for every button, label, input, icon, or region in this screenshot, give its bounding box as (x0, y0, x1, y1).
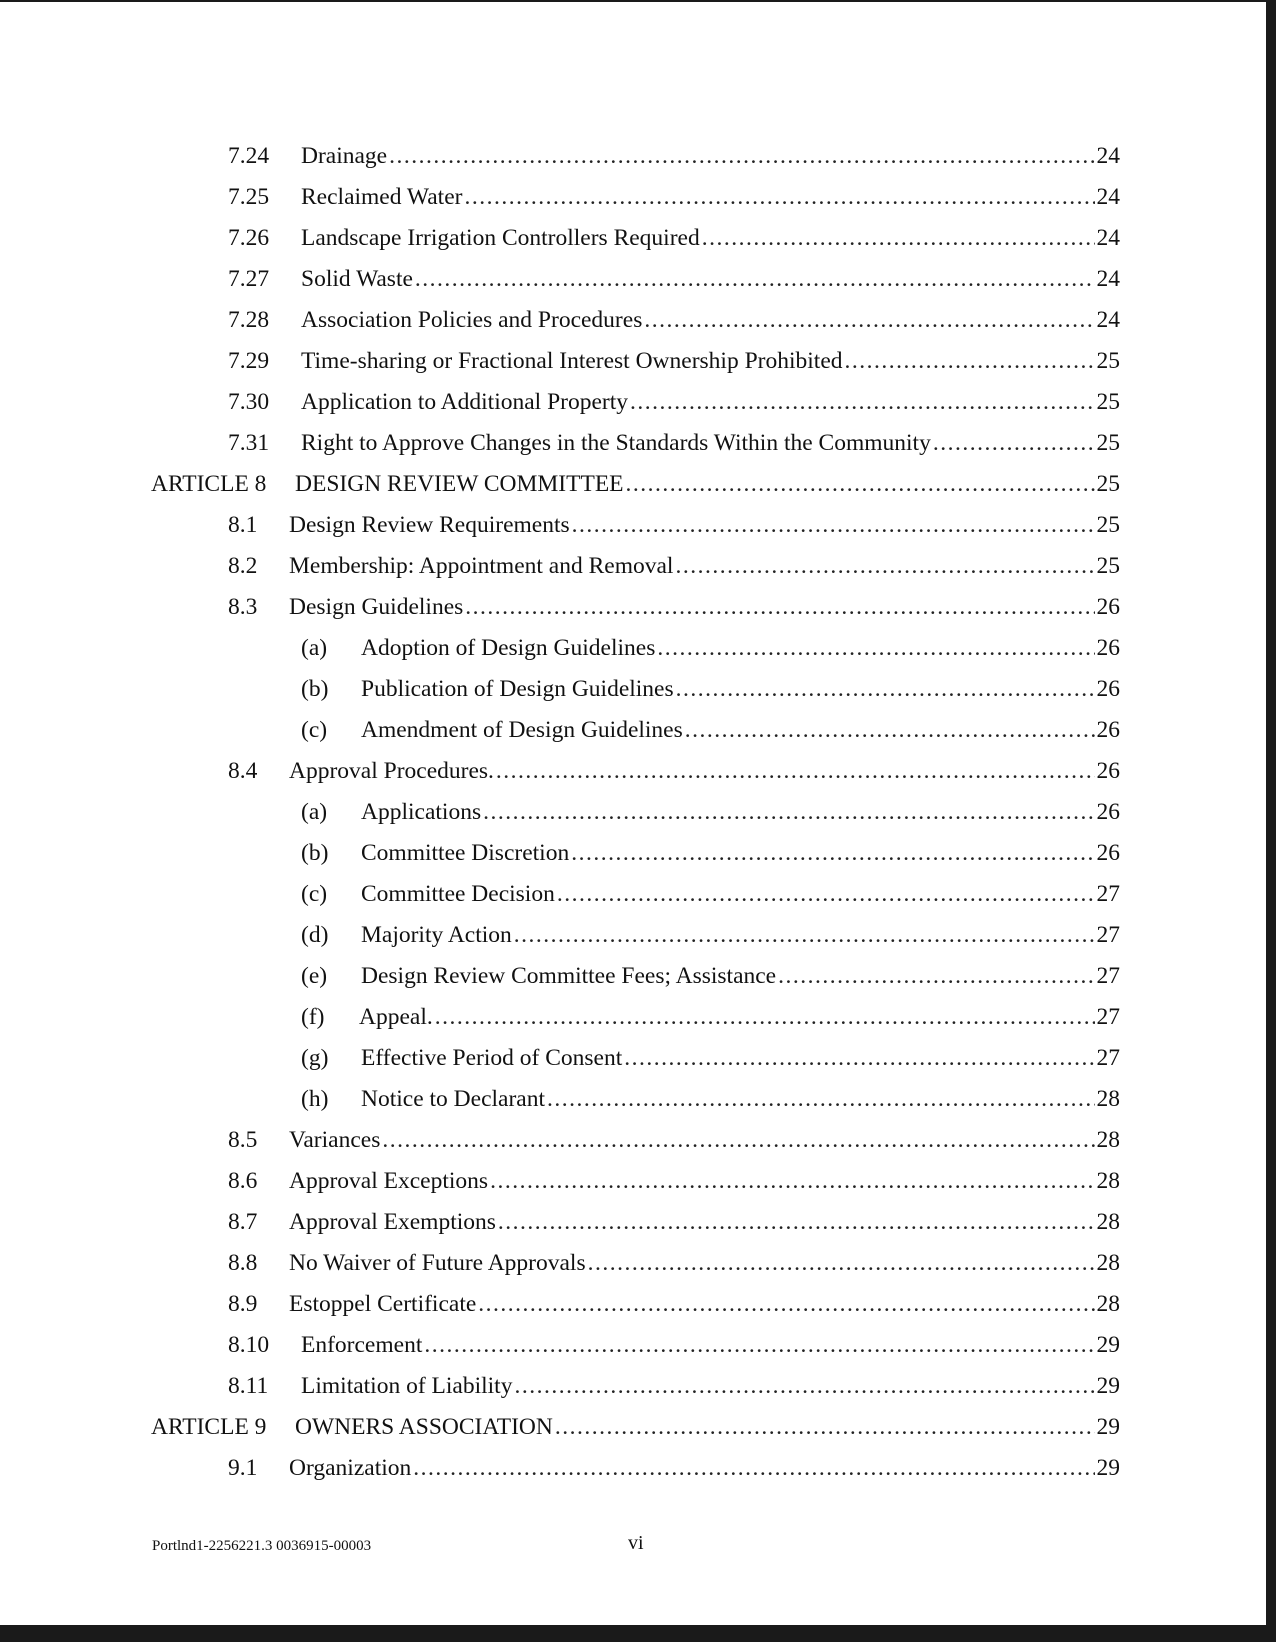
dot-leader (657, 628, 1094, 669)
toc-entry-title: Adoption of Design Guidelines (361, 635, 656, 661)
dot-leader (483, 792, 1094, 833)
dot-leader (644, 300, 1094, 341)
toc-entry-page: 27 (1096, 881, 1120, 907)
dot-leader (572, 505, 1095, 546)
dot-leader (514, 1366, 1094, 1407)
toc-entry-page: 28 (1096, 1291, 1120, 1317)
toc-entry-title: Limitation of Liability (301, 1373, 513, 1399)
toc-entry-title: Appeal. (359, 1004, 433, 1030)
toc-entry (0, 628, 1266, 669)
toc-entry-body (289, 1448, 1120, 1489)
toc-entry-title: Time-sharing or Fractional Interest Ownership Prohibited (301, 348, 843, 374)
toc-entry-page: 25 (1096, 348, 1120, 374)
toc-entry (0, 1038, 1266, 1079)
toc-entry-number: (a) (301, 799, 328, 825)
toc-entry-body (361, 1038, 1120, 1079)
toc-entry-number: (b) (301, 676, 329, 702)
toc-entry-page: 24 (1096, 266, 1120, 292)
toc-entry-number: (c) (301, 717, 328, 743)
toc-entry-body (301, 1325, 1120, 1366)
toc-entry (0, 1079, 1266, 1120)
toc-entry-title: Association Policies and Procedures (301, 307, 643, 333)
dot-leader (464, 177, 1094, 218)
footer-document-id: Portlnd1-2256221.3 0036915-00003 (152, 1538, 372, 1554)
dot-leader (624, 1038, 1094, 1079)
toc-entry-page: 26 (1096, 594, 1120, 620)
toc-entry-page: 26 (1096, 758, 1120, 784)
toc-entry (0, 382, 1266, 423)
dot-leader (382, 1120, 1094, 1161)
toc-entry-number: 9.1 (228, 1455, 258, 1481)
toc-entry-body (289, 1202, 1120, 1243)
toc-entry-title: Organization (289, 1455, 412, 1481)
dot-leader (630, 382, 1094, 423)
toc-entry-title: Majority Action (361, 922, 512, 948)
toc-entry-page: 26 (1096, 840, 1120, 866)
toc-entry-page: 28 (1096, 1127, 1120, 1153)
toc-entry (0, 1284, 1266, 1325)
toc-entry-page: 26 (1096, 717, 1120, 743)
toc-entry-page: 28 (1096, 1209, 1120, 1235)
toc-entry-number: 8.10 (228, 1332, 270, 1358)
toc-entry-page: 25 (1096, 471, 1120, 497)
toc-entry (0, 259, 1266, 300)
toc-entry (0, 1407, 1266, 1448)
toc-entry-number: 8.3 (228, 594, 258, 620)
toc-entry-number: 8.6 (228, 1168, 258, 1194)
toc-entry-title: Effective Period of Consent (361, 1045, 623, 1071)
toc-entry-number: 8.5 (228, 1127, 258, 1153)
dot-leader (555, 1407, 1095, 1448)
toc-entry (0, 915, 1266, 956)
dot-leader (424, 1325, 1094, 1366)
toc-entry-number: 8.2 (228, 553, 258, 579)
toc-entry-title: Publication of Design Guidelines (361, 676, 674, 702)
toc-entry-page: 28 (1096, 1086, 1120, 1112)
toc-entry (0, 505, 1266, 546)
toc-entry-number: 7.28 (228, 307, 270, 333)
toc-entry-body (361, 792, 1120, 833)
scan-edge-bottom (0, 1625, 1276, 1642)
toc-entry-body (295, 464, 1120, 505)
toc-entry (0, 423, 1266, 464)
toc-entry-number: (h) (301, 1086, 329, 1112)
toc-entry (0, 1243, 1266, 1284)
toc-entry-page: 26 (1096, 635, 1120, 661)
toc-entry-page: 28 (1096, 1250, 1120, 1276)
toc-entry-title: Approval Procedures. (289, 758, 494, 784)
toc-entry (0, 956, 1266, 997)
toc-entry-page: 29 (1096, 1455, 1120, 1481)
dot-leader (933, 423, 1095, 464)
dot-leader (702, 218, 1095, 259)
toc-entry-body (301, 341, 1120, 382)
toc-entry-body (289, 587, 1120, 628)
toc-entry-title: Applications (361, 799, 482, 825)
toc-entry-page: 25 (1096, 430, 1120, 456)
toc-entry-page: 27 (1096, 922, 1120, 948)
dot-leader (465, 587, 1094, 628)
toc-entry-body (361, 628, 1120, 669)
toc-entry-body (289, 1161, 1120, 1202)
toc-entry (0, 464, 1266, 505)
toc-entry-title: Amendment of Design Guidelines (361, 717, 683, 743)
dot-leader (557, 874, 1095, 915)
toc-entry-body (361, 833, 1120, 874)
table-of-contents (0, 136, 1266, 1489)
toc-entry-title: Reclaimed Water (301, 184, 463, 210)
toc-entry-title: Enforcement (301, 1332, 423, 1358)
toc-entry-number: (b) (301, 840, 329, 866)
toc-entry-number: 7.26 (228, 225, 270, 251)
toc-entry-body (361, 669, 1120, 710)
toc-entry-body (301, 259, 1120, 300)
dot-leader (498, 1202, 1095, 1243)
toc-entry-number: 8.4 (228, 758, 258, 784)
toc-entry-number: 8.7 (228, 1209, 258, 1235)
toc-entry-body (289, 1243, 1120, 1284)
toc-entry-number: (a) (301, 635, 328, 661)
toc-entry (0, 751, 1266, 792)
toc-entry-page: 28 (1096, 1168, 1120, 1194)
toc-entry-page: 27 (1096, 1045, 1120, 1071)
dot-leader (389, 136, 1094, 177)
toc-entry (0, 218, 1266, 259)
dot-leader (478, 1284, 1094, 1325)
toc-entry-body (301, 382, 1120, 423)
dot-leader (685, 710, 1095, 751)
toc-entry-body (361, 874, 1120, 915)
toc-entry-title: Membership: Appointment and Removal (289, 553, 674, 579)
toc-entry (0, 1161, 1266, 1202)
toc-entry-title: Committee Decision (361, 881, 555, 907)
dot-leader (588, 1243, 1095, 1284)
toc-entry-number: ARTICLE 9 (151, 1414, 267, 1440)
toc-entry-title: Estoppel Certificate (289, 1291, 477, 1317)
scan-edge-right (1266, 0, 1276, 1642)
toc-entry (0, 341, 1266, 382)
toc-entry-body (289, 546, 1120, 587)
toc-entry-body (301, 218, 1120, 259)
toc-entry-number: (g) (301, 1045, 329, 1071)
toc-entry-page: 24 (1096, 143, 1120, 169)
toc-entry-body (361, 1079, 1120, 1120)
toc-entry-title: Approval Exemptions (289, 1209, 496, 1235)
dot-leader (415, 259, 1095, 300)
toc-entry-number: (e) (301, 963, 328, 989)
toc-entry-page: 25 (1096, 512, 1120, 538)
toc-entry-body (289, 751, 1120, 792)
toc-entry-body (361, 710, 1120, 751)
toc-entry-page: 27 (1096, 963, 1120, 989)
toc-entry-title: Solid Waste (301, 266, 413, 292)
toc-entry-body (301, 423, 1120, 464)
toc-entry-page: 24 (1096, 307, 1120, 333)
toc-entry-number: ARTICLE 8 (151, 471, 267, 497)
toc-entry-number: 8.1 (228, 512, 258, 538)
toc-entry-page: 29 (1096, 1373, 1120, 1399)
toc-entry (0, 136, 1266, 177)
dot-leader (571, 833, 1094, 874)
toc-entry (0, 300, 1266, 341)
toc-entry-title: Approval Exceptions (289, 1168, 489, 1194)
toc-entry-body (361, 915, 1120, 956)
toc-entry-body (289, 505, 1120, 546)
toc-entry-body (301, 177, 1120, 218)
dot-leader (626, 464, 1095, 505)
toc-entry-page: 29 (1096, 1332, 1120, 1358)
toc-entry-number: (d) (301, 922, 329, 948)
footer-page-number: vi (628, 1532, 644, 1554)
toc-entry (0, 833, 1266, 874)
toc-entry-body (361, 956, 1120, 997)
toc-entry-body (289, 1284, 1120, 1325)
dot-leader (413, 1448, 1094, 1489)
toc-entry-title: Landscape Irrigation Controllers Required (301, 225, 700, 251)
toc-entry (0, 1120, 1266, 1161)
toc-entry-title: No Waiver of Future Approvals (289, 1250, 586, 1276)
toc-entry (0, 1366, 1266, 1407)
toc-entry-title: OWNERS ASSOCIATION (295, 1414, 553, 1440)
dot-leader (675, 546, 1094, 587)
toc-entry (0, 997, 1266, 1038)
toc-entry-number: 7.25 (228, 184, 270, 210)
toc-entry (0, 1448, 1266, 1489)
dot-leader (514, 915, 1095, 956)
toc-entry-number: 7.29 (228, 348, 270, 374)
toc-entry-number: 7.24 (228, 143, 270, 169)
dot-leader (496, 751, 1095, 792)
toc-entry-number: 7.31 (228, 430, 270, 456)
toc-entry-number: 7.30 (228, 389, 270, 415)
dot-leader (676, 669, 1095, 710)
toc-entry (0, 587, 1266, 628)
toc-entry-page: 26 (1096, 799, 1120, 825)
toc-entry (0, 546, 1266, 587)
dot-leader (845, 341, 1095, 382)
toc-entry-body (359, 997, 1120, 1038)
toc-entry-body (301, 136, 1120, 177)
toc-entry (0, 792, 1266, 833)
toc-entry-body (295, 1407, 1120, 1448)
toc-entry-page: 26 (1096, 676, 1120, 702)
toc-entry-title: Committee Discretion (361, 840, 570, 866)
toc-entry (0, 177, 1266, 218)
toc-entry-title: Right to Approve Changes in the Standards Within the Community (301, 430, 931, 456)
dot-leader (435, 997, 1095, 1038)
toc-entry-title: Design Review Committee Fees; Assistance (361, 963, 777, 989)
toc-entry (0, 710, 1266, 751)
toc-entry-page: 25 (1096, 389, 1120, 415)
toc-entry-title: Notice to Declarant (361, 1086, 545, 1112)
toc-entry-number: 8.11 (228, 1373, 269, 1399)
toc-entry-page: 24 (1096, 184, 1120, 210)
toc-entry-body (289, 1120, 1120, 1161)
dot-leader (547, 1079, 1095, 1120)
toc-entry (0, 669, 1266, 710)
toc-entry-page: 25 (1096, 553, 1120, 579)
toc-entry-page: 27 (1096, 1004, 1120, 1030)
toc-entry-title: DESIGN REVIEW COMMITTEE (295, 471, 624, 497)
toc-entry-number: (c) (301, 881, 328, 907)
toc-entry-number: 8.8 (228, 1250, 258, 1276)
document-page (0, 2, 1266, 1625)
toc-entry-title: Design Review Requirements (289, 512, 570, 538)
toc-entry-title: Design Guidelines (289, 594, 464, 620)
toc-entry-number: 7.27 (228, 266, 270, 292)
dot-leader (778, 956, 1094, 997)
toc-entry-title: Variances (289, 1127, 381, 1153)
dot-leader (490, 1161, 1094, 1202)
toc-entry-body (301, 300, 1120, 341)
toc-entry-number: 8.9 (228, 1291, 258, 1317)
toc-entry-title: Application to Additional Property (301, 389, 629, 415)
toc-entry-body (301, 1366, 1120, 1407)
toc-entry-title: Drainage (301, 143, 388, 169)
toc-entry-number: (f) (301, 1004, 325, 1030)
toc-entry-page: 24 (1096, 225, 1120, 251)
toc-entry-page: 29 (1096, 1414, 1120, 1440)
toc-entry (0, 874, 1266, 915)
toc-entry (0, 1325, 1266, 1366)
toc-entry (0, 1202, 1266, 1243)
